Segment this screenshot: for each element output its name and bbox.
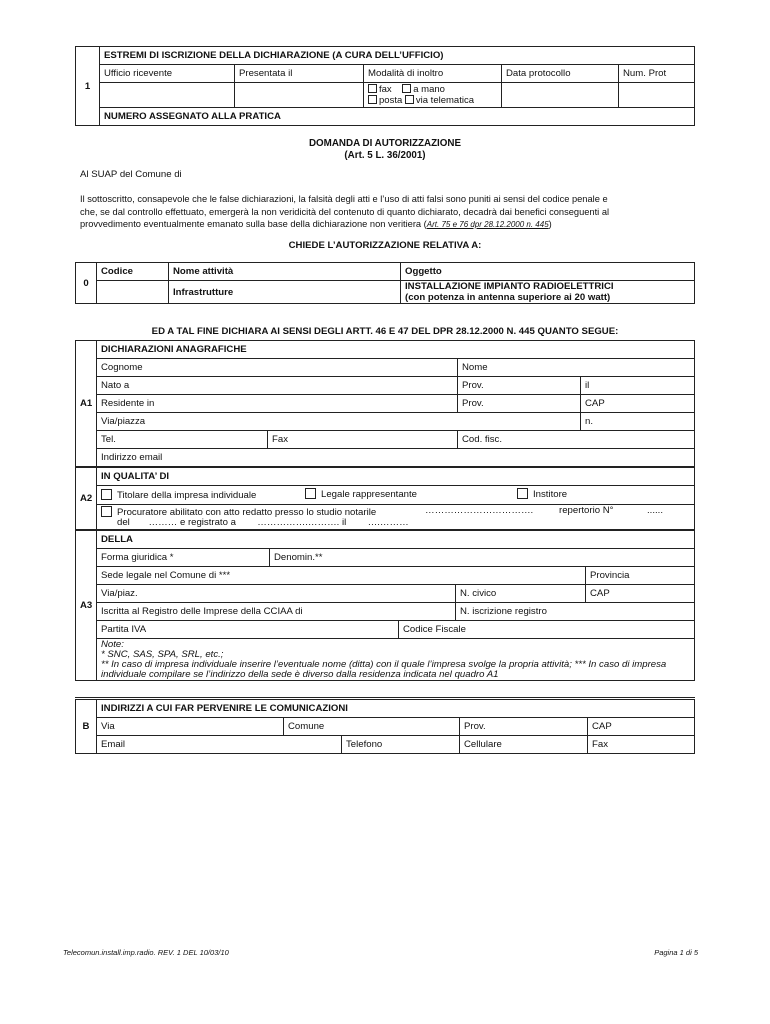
office-field[interactable] [100, 83, 235, 108]
comm-email-field[interactable]: Email [97, 736, 342, 754]
code-label: Codice [97, 263, 169, 281]
fax-checkbox[interactable] [368, 84, 377, 93]
fax-label: fax [379, 84, 392, 95]
email-field[interactable]: Indirizzo email [97, 449, 695, 467]
notary-field[interactable]: ……………………………. [425, 505, 534, 516]
object-value [401, 281, 695, 304]
legal-rep-checkbox[interactable] [305, 488, 316, 499]
company-table [75, 530, 695, 681]
birthplace-field[interactable]: Nato a [97, 377, 458, 395]
note-2: ** In caso di impresa individuale inserire l’eventuale nome (ditta) con il quale l’impresa svolge la propria attività; *** In caso di impresa [101, 659, 667, 670]
vat-field[interactable]: Partita IVA [97, 621, 399, 639]
birthdate-field[interactable]: il [581, 377, 695, 395]
declaration-line-2: che, se dal controllo effettuato, emergerà la non veridicità del contenuto di quanto dichiarato, decadrà dai benefici conseguenti al [80, 206, 610, 217]
section-title: INDIRIZZI A CUI FAR PERVENIRE LE COMUNICAZIONI [97, 699, 695, 718]
residence-prov-field[interactable]: Prov. [458, 395, 581, 413]
hand-checkbox[interactable] [402, 84, 411, 93]
section-number: 1 [76, 47, 100, 126]
fiscal-code-field[interactable]: Cod. fisc. [458, 431, 695, 449]
form-title: DOMANDA DI AUTORIZZAZIONE [308, 138, 462, 149]
company-fiscal-code-field[interactable]: Codice Fiscale [399, 621, 695, 639]
capacity-options [97, 486, 695, 505]
declaration-line-3-end: ) [548, 219, 552, 229]
declaration-line-1: Il sottoscritto, consapevole che le false dichiarazioni, la falsità degli atti e l’uso di atti falsi sono puniti ai sensi del codice penale e [80, 194, 608, 204]
company-cap-field[interactable]: CAP [586, 585, 695, 603]
civic-field[interactable]: N. civico [456, 585, 586, 603]
section-title: IN QUALITA’ DI [97, 468, 695, 486]
footer-revision: Telecomun.install.imp.radio. REV. 1 DEL 10/03/10 [63, 948, 229, 957]
owner-checkbox[interactable] [101, 489, 112, 500]
section-number: 0 [76, 263, 97, 304]
section-title: DELLA [97, 531, 695, 549]
section-label: A3 [76, 531, 97, 681]
comm-fax-field[interactable]: Fax [588, 736, 695, 754]
del-field[interactable]: ……… [148, 517, 178, 528]
fax-field[interactable]: Fax [268, 431, 458, 449]
denomination-field[interactable]: Denomin.** [270, 549, 695, 567]
personal-data-table [75, 340, 695, 467]
telematic-label: via telematica [415, 95, 474, 106]
attorney-label: Procuratore abilitato con atto redatto presso lo studio notarile [117, 507, 377, 518]
request-heading: CHIEDE L’AUTORIZZAZIONE RELATIVA A: [288, 240, 482, 251]
il-label: il [342, 517, 347, 528]
hand-label: a mano [413, 84, 445, 95]
registry-field[interactable]: Iscritta al Registro delle Imprese della CCIAA di [97, 603, 456, 621]
office-registration-table [75, 46, 695, 126]
comm-mobile-field[interactable]: Cellulare [460, 736, 588, 754]
section-label: B [76, 699, 97, 754]
addressee: Al SUAP del Comune di [80, 169, 182, 180]
object-label: Oggetto [401, 263, 695, 281]
tel-field[interactable]: Tel. [97, 431, 268, 449]
comm-town-field[interactable]: Comune [284, 718, 460, 736]
institore-checkbox[interactable] [517, 488, 528, 499]
repertorio-field[interactable]: ...... [647, 505, 663, 516]
declares-heading: ED A TAL FINE DICHIARA AI SENSI DEGLI ARTT. 46 E 47 DEL DPR 28.12.2000 N. 445 QUANTO SEGUE: [151, 326, 619, 337]
residence-cap-field[interactable]: CAP [581, 395, 695, 413]
province-field[interactable]: Provincia [586, 567, 695, 585]
activity-value: Infrastrutture [169, 281, 401, 304]
declaration-line-3-text: provvedimento eventualmente emanato sulla base della dichiarazione non veritiera ( [80, 219, 427, 229]
registry-number-field[interactable]: N. iscrizione registro [456, 603, 695, 621]
section-title: ESTREMI DI ISCRIZIONE DELLA DICHIARAZIONE (A CURA DELL’UFFICIO) [100, 47, 695, 65]
house-number-field[interactable]: n. [581, 413, 695, 431]
protocol-num-label: Num. Prot [619, 65, 695, 83]
institore-label: Institore [533, 489, 568, 500]
comm-phone-field[interactable]: Telefono [342, 736, 460, 754]
office-label: Ufficio ricevente [100, 65, 235, 83]
street-field[interactable]: Via/piazza [97, 413, 581, 431]
post-checkbox[interactable] [368, 95, 377, 104]
name-field[interactable]: Nome [458, 359, 695, 377]
protocol-date-field[interactable] [502, 83, 619, 108]
note-3: individuale compilare se l’indirizzo della sede è diverso dalla residenza indicata nel quadro A1 [101, 669, 499, 680]
mode-options [364, 83, 502, 108]
activity-table [75, 262, 695, 304]
company-street-field[interactable]: Via/piaz. [97, 585, 456, 603]
registered-label: e registrato a [179, 517, 236, 528]
capacity-table [75, 467, 695, 530]
repertorio-label: repertorio N° [559, 505, 614, 516]
protocol-num-field[interactable] [619, 83, 695, 108]
comm-prov-field[interactable]: Prov. [460, 718, 588, 736]
code-field[interactable] [97, 281, 169, 304]
presented-label: Presentata il [235, 65, 364, 83]
note-title: Note: [101, 639, 124, 650]
note-1: * SNC, SAS, SPA, SRL, etc.; [101, 649, 224, 660]
il-field[interactable]: ….……… [367, 517, 409, 528]
section-label: A2 [76, 468, 97, 530]
post-label: posta [379, 95, 403, 106]
communications-table [75, 697, 695, 754]
object-line-1: INSTALLAZIONE IMPIANTO RADIOELETTRICI [405, 281, 614, 292]
owner-label: Titolare della impresa individuale [117, 490, 257, 501]
registered-field[interactable]: …………….………. [257, 517, 340, 528]
surname-field[interactable]: Cognome [97, 359, 458, 377]
birth-prov-field[interactable]: Prov. [458, 377, 581, 395]
mode-label: Modalità di inoltro [364, 65, 502, 83]
footer-page: Pagina 1 di 5 [654, 948, 698, 957]
protocol-date-label: Data protocollo [502, 65, 619, 83]
declaration-paragraph [80, 193, 700, 232]
declaration-line-3 [80, 218, 700, 232]
telematic-checkbox[interactable] [405, 95, 414, 104]
object-line-2: (con potenza in antenna superiore ai 20 watt) [405, 292, 611, 303]
legal-rep-label: Legale rappresentante [321, 489, 418, 500]
comm-cap-field[interactable]: CAP [588, 718, 695, 736]
residence-field[interactable]: Residente in [97, 395, 458, 413]
activity-label: Nome attività [169, 263, 401, 281]
seat-field[interactable]: Sede legale nel Comune di *** [97, 567, 586, 585]
section-title: DICHIARAZIONI ANAGRAFICHE [97, 341, 695, 359]
section-label: A1 [76, 341, 97, 467]
attorney-row [97, 505, 695, 530]
notes [97, 639, 695, 681]
attorney-checkbox[interactable] [101, 506, 112, 517]
presented-field[interactable] [235, 83, 364, 108]
law-reference: Art. 75 e 76 dpr 28.12.2000 n. 445 [426, 220, 549, 229]
assigned-number-label: NUMERO ASSEGNATO ALLA PRATICA [100, 108, 695, 126]
del-label: del [117, 517, 130, 528]
legal-form-field[interactable]: Forma giuridica * [97, 549, 270, 567]
comm-street-field[interactable]: Via [97, 718, 284, 736]
form-subtitle: (Art. 5 L. 36/2001) [344, 150, 426, 161]
